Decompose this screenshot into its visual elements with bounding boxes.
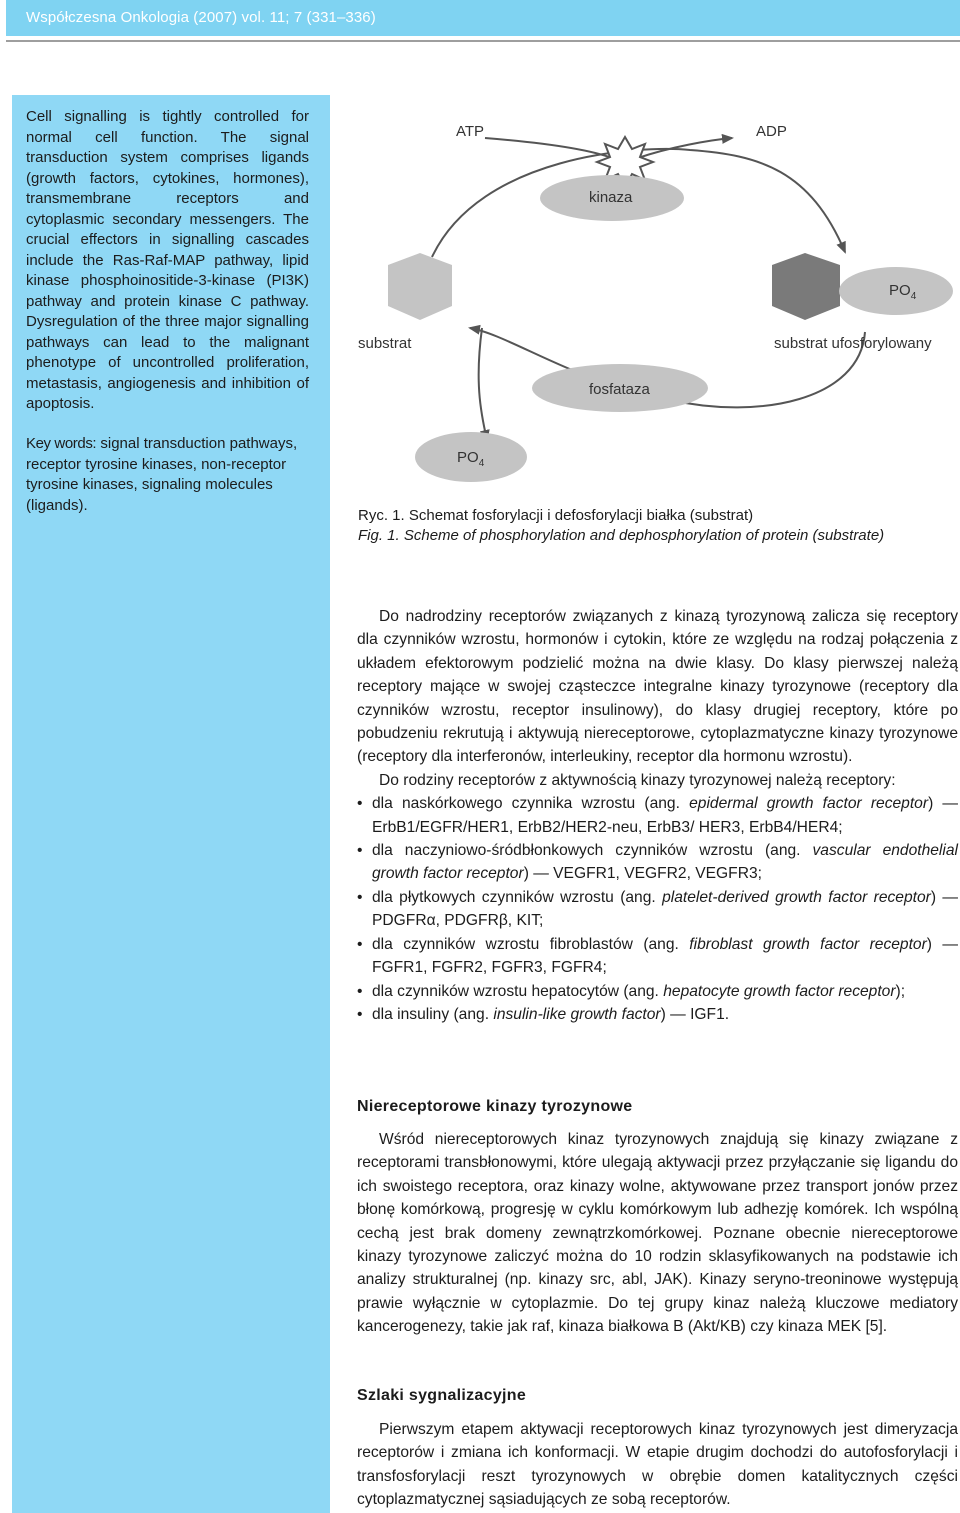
po4-free-label: $PO_4$	[457, 449, 485, 469]
paragraph-pathways: Pierwszym etapem aktywacji receptorowych kinaz tyrozynowych jest dimeryzacja receptorów i zmiana ich konformacji. W etapie drugim dochodzi do autofosforylacji i transfosforylacji reszt tyrozynowych w obrębie domen katalitycznych części cytoplazmatycznej sąsiadujących ze sobą receptorów.	[357, 1421, 958, 1509]
section-heading-nonreceptor: Niereceptorowe kinazy tyrozynowe	[357, 1098, 633, 1115]
figure-caption-pl	[358, 507, 753, 524]
list-item: • dla insuliny (ang. insulin-like growth factor) — IGF1.	[357, 1003, 958, 1026]
receptor-list	[357, 792, 958, 1026]
keywords-list: signal transduction pathways, receptor tyrosine kinases, non-receptor tyrosine kinases, signaling molecules (ligands).	[26, 435, 298, 514]
list-item: • dla czynników wzrostu fibroblastów (ang. fibroblast growth factor receptor) — FGFR1, FGFR2, FGFR3, FGFR4;	[357, 933, 958, 980]
bullet-dot: •	[357, 888, 363, 906]
journal-citation: Współczesna Onkologia (2007) vol. 11; 7 (331–336)	[26, 9, 376, 26]
po4-release-arrow	[479, 328, 487, 440]
substrate-label: substrat	[358, 335, 412, 352]
paragraph-nonreceptor: Wśród niereceptorowych kinaz tyrozynowych znajdują się kinazy związane z receptorami transbłonowymi, które ulegają aktywacji przez przyłączanie się ligandu do ich swoistego receptora, oraz kinazy wolne, aktywowane przez transport jonów przez błonę komórkową, progresję w cyklu komórkowym lub adhezję komórek. Ich wspólną cechą jest brak domeny zewnątrzkomórkowej. Poznane obecnie niereceptorowe kinazy tyrozynowe zaliczyć można do 10 rodzin sklasyfikowanych na podstawie ich analizy strukturalnej (np. kinazy src, abl, JAK). Kinazy seryno-treoninowe występują prawie wyłącznie w cytoplazmie. Do tej grupy kinaz należą kluczowe mediatory kancerogenezy, takie jak raf, kinaza białkowa B (Akt/KB) czy kinaza MEK [5].	[357, 1131, 958, 1336]
keywords-label: Key words:	[26, 435, 97, 452]
phosphorylated-substrate-hexagon	[772, 253, 840, 320]
bullet-dot: •	[357, 982, 363, 1000]
section-pathways	[357, 1418, 958, 1512]
po4-attached-label: $PO_4$	[889, 282, 917, 302]
phosphatase-label: fosfataza	[589, 381, 650, 398]
figure-caption-en	[358, 527, 884, 544]
caption-pl-label: Ryc. 1.	[358, 507, 405, 524]
list-item: • dla płytkowych czynników wzrostu (ang. platelet-derived growth factor receptor) — PDGFRα, PDGFRβ, KIT;	[357, 886, 958, 933]
adp-arrow	[638, 138, 732, 158]
paragraph-receptor-families: Do nadrodziny receptorów związanych z kinazą tyrozynową zalicza się receptory dla czynników wzrostu, hormonów i cytokin, które ze względu na rodzaj połączenia z układem efektorowym podzielić można na dwie klasy. Do klasy pierwszej należą receptory mające w swojej cząsteczce integralne kinazy tyrozynowe (receptory dla czynników wzrostu, receptor insulinowy), do klasy drugiej receptory, które po pobudzeniu rekrutują i aktywują niereceptorowe, cytoplazmatyczne kinazy tyrozynowe (receptory dla interferonów, interleukiny, receptor dla hormonu wzrostu).	[357, 608, 958, 766]
bullet-dot: •	[357, 935, 363, 953]
caption-en-text: Scheme of phosphorylation and dephosphorylation of protein (substrate)	[399, 527, 885, 544]
abstract-text: Cell signalling is tightly controlled for normal cell function. The signal transduction system comprises ligands (growth factors, cytokines, hormones), transmembrane receptors and cytoplasmic secondary messengers. The crucial effectors in signalling cascades include the Ras-Raf-MAP pathway, lipid kinase phosphoinositide-3-kinase (PI3K) pathway and protein kinase C pathway. Dysregulation of the three major signalling pathways can lead to the malignant phenotype of uncontrolled proliferation, metastasis, angiogenesis and inhibition of apoptosis.	[26, 108, 309, 412]
section-heading-pathways: Szlaki sygnalizacyjne	[357, 1387, 527, 1404]
bullet-dot: •	[357, 795, 363, 813]
phosphorylation-diagram	[340, 100, 960, 500]
header-divider	[6, 40, 960, 42]
paragraph-receptor-list-intro: Do rodziny receptorów z aktywnością kinazy tyrozynowej należą receptory:	[379, 771, 896, 789]
atp-label: ATP	[456, 123, 485, 140]
phosphorylated-substrate-label: substrat ufosforylowany	[774, 335, 932, 352]
substrate-hexagon	[388, 253, 452, 320]
bullet-dot: •	[357, 842, 363, 860]
caption-en-label: Fig. 1.	[358, 527, 400, 544]
list-item: • dla naskórkowego czynnika wzrostu (ang. epidermal growth factor receptor) — ErbB1/EGFR/HER1, ErbB2/HER2-neu, ErbB3/ HER3, ErbB4/HER4;	[357, 792, 958, 839]
journal-header-bar	[6, 0, 960, 36]
list-item: • dla naczyniowo-śródbłonkowych czynników wzrostu (ang. vascular endothelial growth factor receptor) — VEGFR1, VEGFR2, VEGFR3;	[357, 839, 958, 886]
section-nonreceptor	[357, 1128, 958, 1339]
list-item: • dla czynników wzrostu hepatocytów (ang. hepatocyte growth factor receptor);	[357, 980, 958, 1003]
caption-pl-text: Schemat fosforylacji i defosforylacji białka (substrat)	[404, 507, 754, 524]
kinase-label: kinaza	[589, 189, 633, 206]
adp-label: ADP	[756, 123, 787, 140]
bullet-dot: •	[357, 1005, 363, 1023]
phosphorylation-figure	[340, 100, 960, 500]
body-intro	[357, 605, 958, 1026]
keywords	[26, 434, 309, 516]
